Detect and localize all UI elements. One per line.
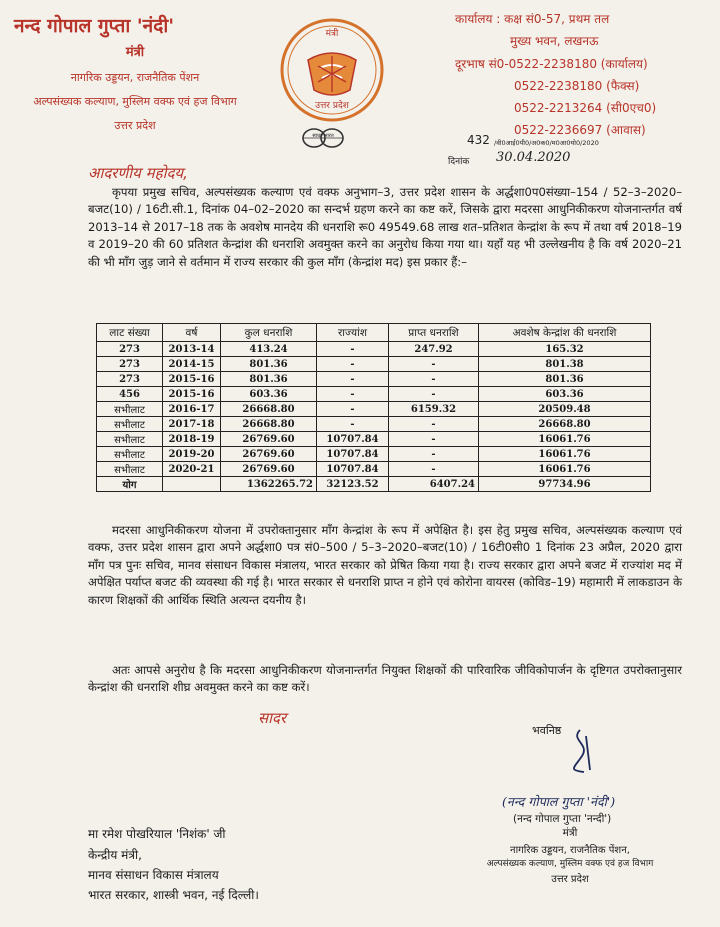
cell-received: 6159.32 — [389, 402, 479, 417]
table-row — [97, 447, 651, 462]
cell-balance: 26668.80 — [479, 417, 651, 432]
cell-balance: 97734.96 — [479, 477, 651, 492]
cell-total: 801.36 — [221, 372, 317, 387]
cell-total: 26668.80 — [221, 417, 317, 432]
table-row — [97, 372, 651, 387]
cell-year: 2019-20 — [163, 447, 221, 462]
cell-year: 2017-18 — [163, 417, 221, 432]
signature-scribble — [560, 726, 610, 776]
cell-received: - — [389, 387, 479, 402]
ref-suffix: /वी0आई0पी0/अ0क0/म0आ0यो0/2020 — [494, 139, 599, 147]
office-address: कार्यालय : कक्ष सं0-57, प्रथम तल — [455, 12, 610, 26]
cell-lot: 456 — [97, 387, 163, 402]
col-received-amount: प्राप्त धनराशि — [389, 324, 479, 342]
letterhead-dept-line1: नागरिक उड्डयन, राजनैतिक पेंशन — [70, 71, 200, 84]
signature-state: उत्तर प्रदेश — [551, 874, 589, 885]
ref-number: 432 — [467, 133, 490, 147]
cell-lot: 273 — [97, 357, 163, 372]
signature-designation: मंत्री — [562, 827, 578, 839]
cell-total: 26769.60 — [221, 447, 317, 462]
cell-lot: सभीलाट — [97, 462, 163, 477]
cell-balance: 801.38 — [479, 357, 651, 372]
cell-received: 247.92 — [389, 342, 479, 357]
cell-total: 413.24 — [221, 342, 317, 357]
cell-received: - — [389, 447, 479, 462]
salutation: आदरणीय महोदय, — [88, 164, 188, 182]
seal-text: स्वच्छ भारत — [312, 133, 334, 139]
table-header-row — [97, 324, 651, 342]
cell-total-label: योग — [97, 477, 163, 492]
cell-state: - — [317, 372, 389, 387]
cell-state: - — [317, 357, 389, 372]
paragraph-3: अतः आपसे अनुरोध है कि मदरसा आधुनिकीकरण योजनान्तर्गत नियुक्त शिक्षकों की पारिवारिक जीविकोपार्जन के दृष्टिगत उपरोक्तानुसार केन्द्रांश की धनराशि शीघ्र अवमुक्त करने का कष्ट करें। — [88, 663, 682, 695]
addressee-name: मा रमेश पोखरियाल 'निशंक' जी — [88, 827, 226, 841]
demand-table — [96, 323, 651, 492]
col-state-share: राज्यांश — [317, 324, 389, 342]
cell-year: 2016-17 — [163, 402, 221, 417]
phone-2: 0522-2238180 (फैक्स) — [514, 79, 640, 93]
phone-line-1 — [455, 55, 648, 72]
cell-year: 2018-19 — [163, 432, 221, 447]
cell-lot: 273 — [97, 372, 163, 387]
addressee-address: भारत सरकार, शास्त्री भवन, नई दिल्ली। — [88, 888, 259, 902]
letterhead-name: नन्द गोपाल गुप्ता 'नंदी' — [14, 15, 175, 37]
cell-received: - — [389, 417, 479, 432]
phone-4: 0522-2236697 (आवास) — [514, 123, 646, 137]
cell-lot: सभीलाट — [97, 432, 163, 447]
cell-year: 2015-16 — [163, 372, 221, 387]
cell-balance: 603.36 — [479, 387, 651, 402]
letterhead-designation: मंत्री — [125, 45, 145, 60]
cell-total: 26769.60 — [221, 432, 317, 447]
emblem-top-text: मंत्री — [325, 29, 339, 39]
letterhead-dept-line2: अल्पसंख्यक कल्याण, मुस्लिम वक्फ एवं हज विभाग — [33, 95, 237, 108]
table-row — [97, 462, 651, 477]
regards-handwritten: सादर — [258, 709, 287, 727]
office-building: मुख्य भवन, लखनऊ — [510, 34, 599, 48]
cell-lot: सभीलाट — [97, 402, 163, 417]
phone-1: 0522-2238180 (कार्यालय) — [508, 57, 648, 71]
cell-balance: 16061.76 — [479, 432, 651, 447]
cell-lot: सभीलाट — [97, 417, 163, 432]
cell-total: 1362265.72 — [221, 477, 317, 492]
table-total-row — [97, 477, 651, 492]
table-row — [97, 432, 651, 447]
addressee-ministry: मानव संसाधन विकास मंत्रालय — [88, 868, 219, 882]
cell-state: 32123.52 — [317, 477, 389, 492]
cell-balance: 165.32 — [479, 342, 651, 357]
state-emblem — [278, 16, 386, 124]
cell-state: - — [317, 402, 389, 417]
cell-balance: 16061.76 — [479, 462, 651, 477]
cell-total: 801.36 — [221, 357, 317, 372]
cell-state: 10707.84 — [317, 462, 389, 477]
cell-year: 2015-16 — [163, 387, 221, 402]
emblem-bottom-text: उत्तर प्रदेश — [315, 101, 349, 111]
cell-year: 2013-14 — [163, 342, 221, 357]
table-row — [97, 342, 651, 357]
cell-balance: 801.36 — [479, 372, 651, 387]
signature-handwritten-name: (नन्द गोपाल गुप्ता 'नंदी') — [502, 794, 616, 809]
table-row — [97, 402, 651, 417]
cell-state: 10707.84 — [317, 432, 389, 447]
phone-3: 0522-2213264 (सी0एच0) — [514, 101, 657, 115]
cell-total: 26769.60 — [221, 462, 317, 477]
table-row — [97, 357, 651, 372]
closing-text: भवनिष्ठ — [532, 724, 562, 737]
signature-dept2: अल्पसंख्यक कल्याण, मुस्लिम वक्फ एवं हज विभाग — [486, 859, 654, 869]
cell-total: 26668.80 — [221, 402, 317, 417]
cell-received: - — [389, 357, 479, 372]
phone-prefix: दूरभाष सं0- — [455, 57, 509, 71]
cell-received: - — [389, 462, 479, 477]
col-total-amount: कुल धनराशि — [221, 324, 317, 342]
letterhead-state: उत्तर प्रदेश — [114, 119, 156, 132]
col-lot-number: लाट संख्या — [97, 324, 163, 342]
cell-state: 10707.84 — [317, 447, 389, 462]
cell-balance: 20509.48 — [479, 402, 651, 417]
paragraph-2: मदरसा आधुनिकीकरण योजना में उपरोक्तानुसार माँग केन्द्रांश के रूप में अपेक्षित है। इस हेतु प्रमुख सचिव, अल्पसंख्यक कल्याण एवं वक्फ, उत्तर प्रदेश शासन द्वारा अपने अर्द्धशा0 पत्र सं0–500 / 5–3–2020–बजट(10) / 16टी0सी0 1 दिनांक 23 अप्रैल, 2020 द्वारा माँग पत्र पुनः सचिव, मानव संसाधन विकास मंत्रालय, भारत सरकार को प्रेषित किया गया है। राज्य सरकार द्वारा अपने बजट में राज्यांश मद में अपेक्षित पर्याप्त बजट की व्यवस्था की गई है। भारत सरकार से धनराशि प्राप्त न होने एवं कोरोना वायरस (कोविड–19) महामारी में लाकडाउन के कारण शिक्षकों की आर्थिक स्थिति अत्यन्त दयनीय है। — [88, 523, 682, 607]
cell-state: - — [317, 342, 389, 357]
cell-year: 2014-15 — [163, 357, 221, 372]
date-value: 30.04.2020 — [496, 150, 571, 165]
swachh-bharat-seal — [300, 125, 346, 151]
col-year: वर्ष — [163, 324, 221, 342]
signature-name: (नन्द गोपाल गुप्ता 'नन्दी') — [513, 813, 612, 825]
cell-balance: 16061.76 — [479, 447, 651, 462]
cell-lot: सभीलाट — [97, 447, 163, 462]
cell-year — [163, 477, 221, 492]
cell-year: 2020-21 — [163, 462, 221, 477]
addressee-title: केन्द्रीय मंत्री, — [88, 848, 142, 862]
cell-state: - — [317, 417, 389, 432]
signature-dept1: नागरिक उड्डयन, राजनैतिक पेंशन, — [510, 845, 630, 856]
cell-lot: 273 — [97, 342, 163, 357]
col-balance-central-share: अवशेष केन्द्रांश की धनराशि — [479, 324, 651, 342]
cell-received: - — [389, 372, 479, 387]
table-row — [97, 387, 651, 402]
date-label: दिनांक — [448, 157, 470, 167]
cell-received: - — [389, 432, 479, 447]
table-row — [97, 417, 651, 432]
cell-total: 603.36 — [221, 387, 317, 402]
cell-received: 6407.24 — [389, 477, 479, 492]
cell-state: - — [317, 387, 389, 402]
paragraph-1: कृपया प्रमुख सचिव, अल्पसंख्यक कल्याण एवं वक्फ अनुभाग–3, उत्तर प्रदेश शासन के अर्द्धशा0प0संख्या–154 / 52–3–2020–बजट(10) / 16टी.सी.1, दिनांक 04–02–2020 का सन्दर्भ ग्रहण करने का कष्ट करें, जिसके द्वारा मदरसा आधुनिकीकरण योजनान्तर्गत वर्ष 2013–14 से 2017–18 तक के अवशेष मानदेय की धनराशि रू0 49549.68 लाख शत–प्रतिशत केन्द्रांश के रूप में तथा वर्ष 2018–19 व 2019–20 की 60 प्रतिशत केन्द्रांश की धनराशि अवमुक्त करने का अनुरोध किया गया था। यहाँ यह भी उल्लेखनीय है कि वर्ष 2020–21 की भी माँग जुड़ जाने से वर्तमान में राज्य सरकार की कुल माँग (केन्द्रांश मद) इस प्रकार हैं:– — [88, 185, 682, 269]
